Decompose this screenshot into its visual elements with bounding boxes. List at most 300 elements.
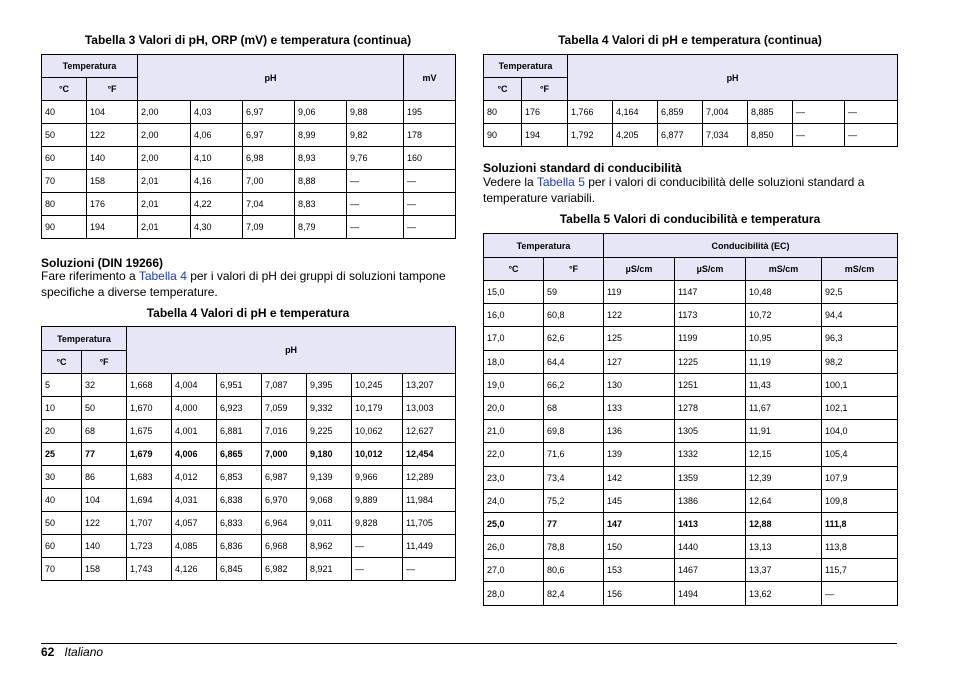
table-row (484, 373, 898, 396)
table-cell: — (347, 216, 404, 239)
table-cell: 4,012 (172, 466, 217, 489)
table-cell: 8,921 (307, 558, 352, 581)
table-cell: 1,675 (127, 420, 172, 443)
table-cell: 1,723 (127, 535, 172, 558)
table-cell: 27,0 (484, 559, 544, 582)
table-cell: 9,828 (352, 512, 403, 535)
table-cell: 156 (604, 582, 675, 605)
table-cell: 6,853 (217, 466, 262, 489)
header-unit-us1: µS/cm (604, 258, 675, 281)
table-cell: 6,859 (658, 101, 703, 124)
table-cell: 142 (604, 466, 675, 489)
header-ph: pH (568, 55, 898, 101)
header-celsius: °C (42, 78, 87, 101)
table-cell: 1413 (675, 512, 746, 535)
table-cell: 32 (82, 374, 127, 397)
table-cell: — (793, 124, 845, 147)
table-cell: 153 (604, 559, 675, 582)
table-cell: 4,000 (172, 397, 217, 420)
table-row (484, 101, 898, 124)
table-cell: — (793, 101, 845, 124)
table-cell: 6,881 (217, 420, 262, 443)
table-cell: 136 (604, 420, 675, 443)
table3 (41, 54, 456, 239)
table-cell: 4,006 (172, 443, 217, 466)
table-cell: 12,88 (746, 512, 822, 535)
table-cell: 178 (404, 124, 456, 147)
table-cell: 7,087 (262, 374, 307, 397)
table-cell: 90 (42, 216, 87, 239)
table-cell: 104 (87, 101, 138, 124)
table-cell: 82,4 (544, 582, 604, 605)
section-title-conductivity: Soluzioni standard di conducibilità (483, 161, 682, 175)
table-cell: 13,13 (746, 536, 822, 559)
table-cell: 9,889 (352, 489, 403, 512)
table-cell: 2,01 (138, 193, 191, 216)
table-cell: 104,0 (822, 420, 898, 443)
table-row (484, 443, 898, 466)
table-cell: 8,88 (295, 170, 347, 193)
table-cell: 11,449 (403, 535, 456, 558)
table-row (484, 489, 898, 512)
table-cell: 1332 (675, 443, 746, 466)
table-cell: 1278 (675, 396, 746, 419)
table-cell: 16,0 (484, 304, 544, 327)
table-cell: 11,67 (746, 396, 822, 419)
table-cell: 6,845 (217, 558, 262, 581)
table-row (42, 216, 456, 239)
table-cell: — (845, 124, 898, 147)
table-cell: 9,966 (352, 466, 403, 489)
table-cell: 26,0 (484, 536, 544, 559)
table-cell: 10,062 (352, 420, 403, 443)
header-unit-ms1: mS/cm (746, 258, 822, 281)
table-cell: 25 (42, 443, 82, 466)
table-cell: 111,8 (822, 512, 898, 535)
table-cell: 10,72 (746, 304, 822, 327)
header-temperatura: Temperatura (42, 55, 138, 78)
table-cell: 8,99 (295, 124, 347, 147)
section-text-before: Fare riferimento a (41, 269, 139, 283)
table-cell: 10,95 (746, 327, 822, 350)
table-cell: 24,0 (484, 489, 544, 512)
table-cell: 92,5 (822, 281, 898, 304)
table-cell: 19,0 (484, 373, 544, 396)
header-ph: pH (138, 55, 404, 101)
table-cell: 8,83 (295, 193, 347, 216)
table-cell: 4,085 (172, 535, 217, 558)
table-row (484, 327, 898, 350)
table-cell: 127 (604, 350, 675, 373)
table-cell: 2,01 (138, 216, 191, 239)
table-cell: 18,0 (484, 350, 544, 373)
table-cell: 1251 (675, 373, 746, 396)
page-footer (41, 645, 103, 659)
table-cell: 2,00 (138, 101, 191, 124)
table-cell: 7,059 (262, 397, 307, 420)
table-cell: 25,0 (484, 512, 544, 535)
table-cell: 195 (404, 101, 456, 124)
table-cell: 4,205 (613, 124, 658, 147)
table-cell: 1,766 (568, 101, 613, 124)
table-cell: — (347, 170, 404, 193)
table-row (42, 512, 456, 535)
table-cell: 11,984 (403, 489, 456, 512)
page-number: 62 (41, 645, 55, 659)
table-cell: 13,003 (403, 397, 456, 420)
table-cell: 6,836 (217, 535, 262, 558)
table-cell: 6,97 (243, 101, 295, 124)
table-cell: 109,8 (822, 489, 898, 512)
table-cell: 9,76 (347, 147, 404, 170)
table-cell: 1305 (675, 420, 746, 443)
table-cell: 140 (87, 147, 138, 170)
table-cell: 6,865 (217, 443, 262, 466)
table-cell: 40 (42, 489, 82, 512)
table-cell: 9,82 (347, 124, 404, 147)
table-row (42, 535, 456, 558)
table-cell: 68 (82, 420, 127, 443)
table-cell: 4,031 (172, 489, 217, 512)
table-row (484, 536, 898, 559)
table-cell: 11,705 (403, 512, 456, 535)
table-cell: 12,39 (746, 466, 822, 489)
table3-caption: Tabella 3 Valori di pH, ORP (mV) e temperatura (continua) (84, 33, 412, 47)
table-cell: 115,7 (822, 559, 898, 582)
table-cell: 50 (42, 124, 87, 147)
section-text-before: Vedere la (483, 175, 537, 189)
footer-language: Italiano (64, 645, 104, 659)
table-cell: 1467 (675, 559, 746, 582)
table-row (42, 124, 456, 147)
table-cell: 105,4 (822, 443, 898, 466)
table-cell: 15,0 (484, 281, 544, 304)
table-cell: 80 (42, 193, 87, 216)
table-cell: 102,1 (822, 396, 898, 419)
table-cell: 160 (404, 147, 456, 170)
table-cell: 10,179 (352, 397, 403, 420)
table-cell: 6,987 (262, 466, 307, 489)
header-temperatura: Temperatura (484, 55, 568, 78)
table-cell: 125 (604, 327, 675, 350)
table-cell: 150 (604, 536, 675, 559)
table-cell: 20,0 (484, 396, 544, 419)
table-cell: 4,16 (191, 170, 243, 193)
header-fahrenheit: °F (82, 351, 127, 374)
table-cell: 4,004 (172, 374, 217, 397)
header-temperatura: Temperatura (42, 327, 127, 351)
table-cell: — (822, 582, 898, 605)
table-cell: 7,016 (262, 420, 307, 443)
table-cell: 6,877 (658, 124, 703, 147)
table-cell: 78,8 (544, 536, 604, 559)
table-cell: 194 (87, 216, 138, 239)
table-cell: 119 (604, 281, 675, 304)
table-cell: 30 (42, 466, 82, 489)
section-text-din (41, 268, 455, 300)
table-cell: 10,245 (352, 374, 403, 397)
table-row (484, 559, 898, 582)
table-row (484, 281, 898, 304)
table-cell: 1,694 (127, 489, 172, 512)
table-row (42, 193, 456, 216)
header-unit-ms2: mS/cm (822, 258, 898, 281)
table-cell: — (845, 101, 898, 124)
table-cell: 1,668 (127, 374, 172, 397)
table-cell: 1225 (675, 350, 746, 373)
footer-rule (41, 643, 897, 644)
table-row (484, 124, 898, 147)
table-cell: 7,004 (703, 101, 748, 124)
header-fahrenheit: °F (87, 78, 138, 101)
table-cell: 122 (87, 124, 138, 147)
table-cell: 6,833 (217, 512, 262, 535)
section-text-after: per i valori di pH dei gruppi di soluzioni tampone specifiche a diverse temperature. (41, 269, 446, 299)
header-fahrenheit: °F (544, 258, 604, 281)
table-cell: 50 (82, 397, 127, 420)
table-cell: 10 (42, 397, 82, 420)
table-cell: — (404, 170, 456, 193)
table-row (42, 466, 456, 489)
table-cell: 8,850 (748, 124, 793, 147)
header-ph: pH (127, 327, 456, 374)
table4-continued (483, 54, 898, 147)
table-cell: 9,139 (307, 466, 352, 489)
table-cell: 7,00 (243, 170, 295, 193)
table-row (484, 420, 898, 443)
table-row (42, 397, 456, 420)
table-cell: 12,627 (403, 420, 456, 443)
table-cell: 40 (42, 101, 87, 124)
table-cell: 1,679 (127, 443, 172, 466)
table-cell: 60,8 (544, 304, 604, 327)
table-cell: 9,06 (295, 101, 347, 124)
table-cell: 9,88 (347, 101, 404, 124)
table-cell: — (347, 193, 404, 216)
header-celsius: °C (484, 258, 544, 281)
table-cell: 13,207 (403, 374, 456, 397)
table-cell: 1494 (675, 582, 746, 605)
table-cell: 73,4 (544, 466, 604, 489)
table-cell: 100,1 (822, 373, 898, 396)
table-cell: 2,01 (138, 170, 191, 193)
table-cell: 77 (82, 443, 127, 466)
table-row (484, 512, 898, 535)
table-cell: 147 (604, 512, 675, 535)
section-text-conductivity (483, 174, 899, 206)
table-cell: 4,22 (191, 193, 243, 216)
table-cell: 6,838 (217, 489, 262, 512)
table-row (484, 582, 898, 605)
table-cell: 12,454 (403, 443, 456, 466)
table-cell: 130 (604, 373, 675, 396)
table-cell: 1359 (675, 466, 746, 489)
table-cell: 50 (42, 512, 82, 535)
table-cell: 5 (42, 374, 82, 397)
table-cell: 176 (87, 193, 138, 216)
table-cell: 8,79 (295, 216, 347, 239)
table-cell: 122 (604, 304, 675, 327)
table-row (42, 170, 456, 193)
table-row (484, 350, 898, 373)
table-cell: 7,000 (262, 443, 307, 466)
table-cell: 6,970 (262, 489, 307, 512)
table-cell: 23,0 (484, 466, 544, 489)
table-cell: 70 (42, 558, 82, 581)
table-cell: 9,395 (307, 374, 352, 397)
table-cell: 2,00 (138, 147, 191, 170)
header-celsius: °C (42, 351, 82, 374)
table-cell: 6,968 (262, 535, 307, 558)
tabella4-link[interactable]: Tabella 4 (138, 269, 187, 283)
table-cell: 1,792 (568, 124, 613, 147)
table-cell: 1,670 (127, 397, 172, 420)
header-mv: mV (404, 55, 456, 101)
table-cell: 13,62 (746, 582, 822, 605)
table-cell: — (403, 558, 456, 581)
table-cell: 6,98 (243, 147, 295, 170)
table-cell: 133 (604, 396, 675, 419)
table-cell: 4,30 (191, 216, 243, 239)
table-cell: 9,068 (307, 489, 352, 512)
table-cell: 80 (484, 101, 522, 124)
table-cell: 7,034 (703, 124, 748, 147)
table-cell: 70 (42, 170, 87, 193)
table-row (484, 304, 898, 327)
table-cell: 6,923 (217, 397, 262, 420)
table-cell: 4,10 (191, 147, 243, 170)
table4-caption: Tabella 4 Valori di pH e temperatura (146, 306, 350, 320)
table-cell: 107,9 (822, 466, 898, 489)
table-cell: 113,8 (822, 536, 898, 559)
table-cell: 59 (544, 281, 604, 304)
table-row (42, 101, 456, 124)
table-cell: 6,951 (217, 374, 262, 397)
table-cell: 11,19 (746, 350, 822, 373)
table-cell: 28,0 (484, 582, 544, 605)
table-cell: 1,707 (127, 512, 172, 535)
table-cell: 6,97 (243, 124, 295, 147)
table-cell: 9,180 (307, 443, 352, 466)
table-cell: 22,0 (484, 443, 544, 466)
section-text-after: per i valori di conducibilità delle soluzioni standard a temperature variabili. (483, 175, 865, 205)
table-cell: 66,2 (544, 373, 604, 396)
table-cell: 10,48 (746, 281, 822, 304)
table-cell: 9,332 (307, 397, 352, 420)
table-cell: 4,001 (172, 420, 217, 443)
table-cell: 21,0 (484, 420, 544, 443)
table-cell: 71,6 (544, 443, 604, 466)
table-cell: 122 (82, 512, 127, 535)
table-cell: 1440 (675, 536, 746, 559)
table-row (484, 466, 898, 489)
table-cell: 1199 (675, 327, 746, 350)
table-row (42, 374, 456, 397)
table-cell: 68 (544, 396, 604, 419)
table-cell: 96,3 (822, 327, 898, 350)
table-row (484, 396, 898, 419)
table-cell: 4,126 (172, 558, 217, 581)
table-cell: 17,0 (484, 327, 544, 350)
header-fahrenheit: °F (522, 78, 568, 101)
table-cell: 90 (484, 124, 522, 147)
header-celsius: °C (484, 78, 522, 101)
table-cell: 9,225 (307, 420, 352, 443)
table-cell: — (404, 193, 456, 216)
table-cell: 6,982 (262, 558, 307, 581)
header-conducibilita: Conducibilità (EC) (604, 234, 898, 258)
table-row (42, 420, 456, 443)
table-cell: 12,289 (403, 466, 456, 489)
table-cell: 1386 (675, 489, 746, 512)
table5 (483, 233, 898, 606)
table-cell: 194 (522, 124, 568, 147)
table-cell: 7,09 (243, 216, 295, 239)
table-cell: 1147 (675, 281, 746, 304)
table-cell: 98,2 (822, 350, 898, 373)
table-cell: 1,683 (127, 466, 172, 489)
table-cell: 8,962 (307, 535, 352, 558)
table-cell: 139 (604, 443, 675, 466)
section-title-din: Soluzioni (DIN 19266) (41, 256, 164, 270)
table-cell: 4,164 (613, 101, 658, 124)
table-cell: 4,03 (191, 101, 243, 124)
table-cell: 2,00 (138, 124, 191, 147)
table-cell: — (352, 558, 403, 581)
table-cell: 145 (604, 489, 675, 512)
table-cell: 77 (544, 512, 604, 535)
table-cell: 11,91 (746, 420, 822, 443)
table-cell: 60 (42, 535, 82, 558)
table-cell: 140 (82, 535, 127, 558)
table-cell: 64,4 (544, 350, 604, 373)
header-unit-us2: µS/cm (675, 258, 746, 281)
table-cell: 8,885 (748, 101, 793, 124)
table-cell: 13,37 (746, 559, 822, 582)
table-cell: 11,43 (746, 373, 822, 396)
tabella5-link[interactable]: Tabella 5 (536, 175, 585, 189)
table-row (42, 489, 456, 512)
table-cell: 7,04 (243, 193, 295, 216)
table-cell: 80,6 (544, 559, 604, 582)
table-cell: 69,8 (544, 420, 604, 443)
table-cell: 158 (87, 170, 138, 193)
table-cell: 75,2 (544, 489, 604, 512)
table-cell: 1,743 (127, 558, 172, 581)
table-cell: 60 (42, 147, 87, 170)
table-cell: 86 (82, 466, 127, 489)
table-cell: 158 (82, 558, 127, 581)
table-cell: 10,012 (352, 443, 403, 466)
table-cell: — (352, 535, 403, 558)
table-row (42, 147, 456, 170)
table-cell: 12,15 (746, 443, 822, 466)
table4-cont-caption: Tabella 4 Valori di pH e temperatura (continua) (558, 33, 822, 47)
table-cell: 4,06 (191, 124, 243, 147)
table-cell: 9,011 (307, 512, 352, 535)
table-cell: 1173 (675, 304, 746, 327)
table-row (42, 443, 456, 466)
table-cell: 6,964 (262, 512, 307, 535)
table-cell: 4,057 (172, 512, 217, 535)
table5-caption: Tabella 5 Valori di conducibilità e temperatura (559, 212, 821, 226)
table-cell: 104 (82, 489, 127, 512)
table-cell: 176 (522, 101, 568, 124)
table-cell: — (404, 216, 456, 239)
table-cell: 8,93 (295, 147, 347, 170)
table-cell: 20 (42, 420, 82, 443)
table4 (41, 326, 456, 581)
